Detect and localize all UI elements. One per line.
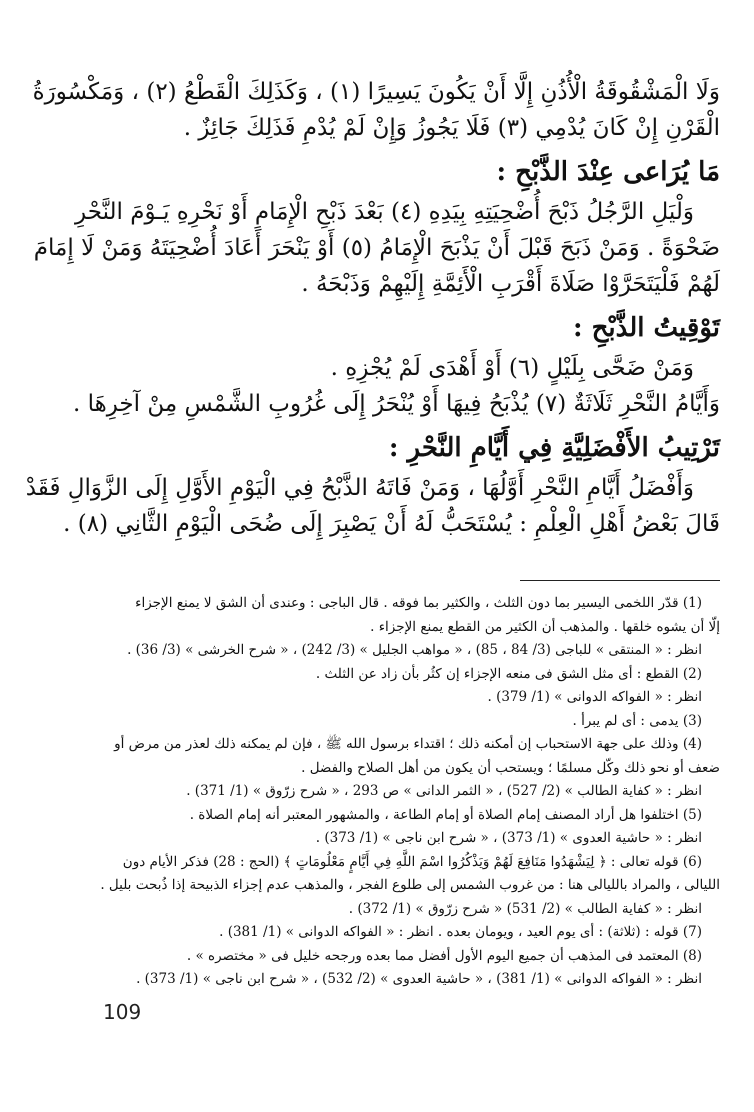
text-line: وَمَنْ ضَحَّى بِلَيْلٍ (٦) أَوْ أَهْدَى لَمْ يُجْزِهِ . — [330, 355, 694, 381]
footnote-line: الليالى ، والمراد بالليالى هنا : من غروب الشمس إلى طلوع الفجر ، والمذهب عدم إجزاء الذبيحة إذا ذُبحت بليل . — [100, 877, 720, 893]
section-heading: مَا يُرَاعى عِنْدَ الذَّبْحِ : — [496, 157, 720, 187]
section-heading: تَوْقِيتُ الذَّبْحِ : — [573, 313, 720, 343]
text-line: ضَحْوَةً . وَمَنْ ذَبَحَ قَبْلَ أَنْ يَذْبَحَ الْإِمَامُ (٥) أَوْ يَنْحَرَ أَعَادَ أُضْحِيَتَهُ وَمَنْ لَا إِمَامَ — [33, 235, 720, 261]
footnote-line: انظر : « كفاية الطالب » (2/ 531) « شرح زرّوق » (1/ 372) . — [348, 900, 702, 917]
footnote-line: (8) المعتمد فى المذهب أن جميع اليوم الأول أفضل مما بعده ورجحه خليل فى « مختصره » . — [186, 947, 702, 964]
text-line: وَلَا الْمَشْقُوقَةُ الْأُذُنِ إِلَّا أَنْ يَكُونَ يَسِيرًا (١) ، وَكَذَلِكَ الْقَطْعُ (٢) ، وَمَكْسُورَةُ — [32, 79, 720, 105]
text-line: قَالَ بَعْضُ أَهْلِ الْعِلْمِ : يُسْتَحَبُّ لَهُ أَنْ يَصْبِرَ إِلَى ضُحَى الْيَوْمِ الثَّانِي (٨) . — [63, 511, 720, 537]
footnote-divider — [520, 580, 720, 581]
text-line: لَهُمْ فَلْيَتَحَرَّوْا صَلَاةَ أَقْرَبِ الْأَئِمَّةِ إِلَيْهِمْ وَذَبْحَهُ . — [301, 271, 720, 297]
footnote-line: (7) قوله : (ثلاثة) : أى يوم العيد ، ويومان بعده . انظر : « الفواكه الدوانى » (1/ 381) . — [219, 924, 702, 940]
footnote-line: انظر : « الفواكه الدوانى » (1/ 379) . — [487, 689, 702, 705]
text-line: الْقَرْنِ إِنْ كَانَ يُدْمِي (٣) فَلَا يَجُوزُ وَإِنْ لَمْ يُدْمِ فَذَلِكَ جَائِزٌ . — [183, 115, 720, 141]
footnote-line: (3) يدمى : أى لم يبرأ . — [572, 712, 702, 729]
text-line: وَأَيَّامُ النَّحْرِ ثَلَاثَةٌ (٧) يُذْبَحُ فِيهَا أَوْ يُنْحَرُ إِلَى غُرُوبِ الشَّمْسِ مِنْ آخِرِهَا . — [72, 391, 720, 417]
text-line: وَأَفْضَلُ أَيَّامِ النَّحْرِ أَوَّلُهَا ، وَمَنْ فَاتَهُ الذَّبْحُ فِي الْيَوْمِ الأَوَّلِ إِلَى الزَّوَالِ فَقَدْ — [25, 475, 694, 501]
footnote-line: (5) اختلفوا هل أراد المصنف إمام الصلاة أو إمام الطاعة ، والمشهور المعتبر أنه إمام الصلاة . — [189, 806, 702, 823]
main-text — [25, 74, 720, 542]
footnote-line: انظر : « حاشية العدوى » (1/ 373) ، « شرح ابن ناجى » (1/ 373) . — [315, 830, 702, 846]
footnote-line: انظر : « الفواكه الدوانى » (1/ 381) ، « حاشية العدوى » (2/ 532) ، « شرح ابن ناجى » (1/ 373) . — [136, 971, 702, 987]
footnote-line: إلّا أن يشوه خلقها . والمذهب أن الكثير من القطع يمنع الإجزاء . — [370, 618, 720, 635]
section-heading: تَرْتِيبُ الأَفْضَلِيَّةِ فِي أَيَّامِ النَّحْرِ : — [388, 433, 720, 463]
footnote-line: (6) قوله تعالى : ﴿ لِيَشْهَدُوا مَنَافِعَ لَهُمْ وَيَذْكُرُوا اسْمَ اللَّهِ فِي أَيَّامٍ مَعْلُومَاتٍ ﴾ (الحج : 28) فذكر الأيام دون — [122, 853, 702, 870]
footnotes — [60, 592, 720, 992]
footnote-line: (1) قدّر اللخمى اليسير بما دون الثلث ، والكثير بما فوقه . قال الباجى : وعندى أن الشق لا يمنع الإجزاء — [135, 595, 702, 611]
text-line: وَلْيَلِ الرَّجُلُ ذَبْحَ أُضْحِيَتِهِ بِيَدِهِ (٤) بَعْدَ ذَبْحِ الْإِمَامِ أَوْ نَحْرِهِ يَـوْمَ النَّحْرِ — [75, 199, 694, 225]
footnote-line: انظر : « كفاية الطالب » (2/ 527) ، « الثمر الدانى » ص 293 ، « شرح زرّوق » (1/ 371) . — [186, 783, 702, 799]
footnote-line: (4) وذلك على جهة الاستحباب إن أمكنه ذلك ؛ اقتداء برسول الله ﷺ ، فإن لم يمكنه ذلك لعذر من مرض أو — [114, 736, 702, 752]
footnote-line: ضعف أو نحو ذلك وكّل مسلمًا ؛ ويستحب أن يكون من أهل الصلاح والفضل . — [301, 759, 720, 776]
page-number: 109 — [103, 1000, 142, 1024]
footnote-line: انظر : « المنتقى » للباجى (3/ 84 ، 85) ، « مواهب الجليل » (3/ 242) ، « شرح الخرشى » (3/ 36) . — [127, 642, 702, 658]
footnote-line: (2) القطع : أى مثل الشق فى منعه الإجزاء إن كثُر بأن زاد عن الثلث . — [315, 665, 702, 682]
